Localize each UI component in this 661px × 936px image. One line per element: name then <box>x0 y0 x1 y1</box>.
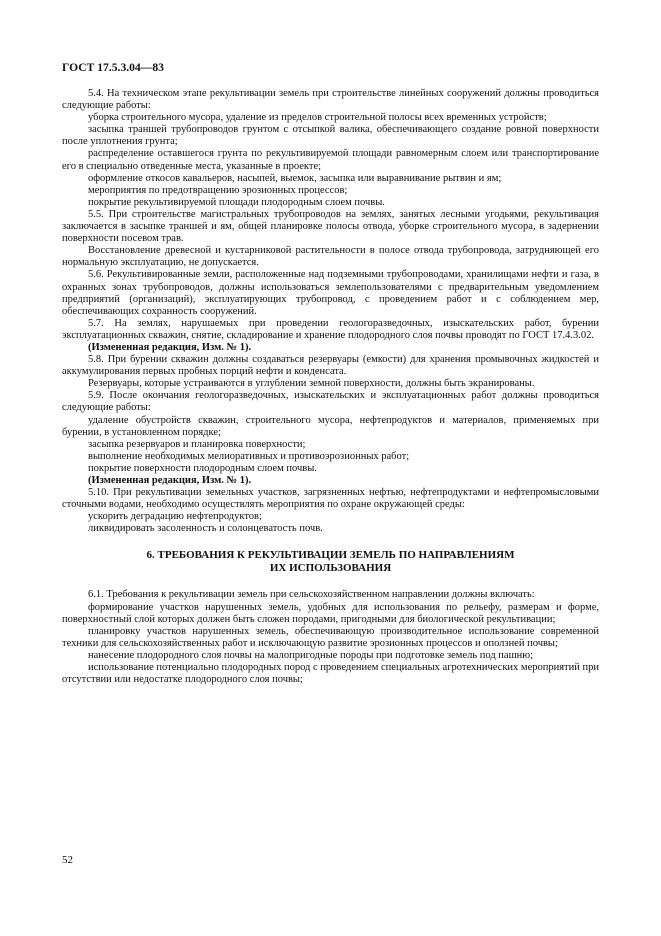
paragraph: выполнение необходимых мелиоративных и противоэрозионных работ; <box>88 450 410 462</box>
document-code-header: ГОСТ 17.5.3.04—83 <box>62 61 164 74</box>
paragraph: ликвидировать засоленность и солонцеватость почв. <box>88 523 323 535</box>
paragraph: использование потенциально плодородных пород с проведением специальных агротехнических мероприятий при отсутствии или недостатке плодородного слоя почвы; <box>62 662 599 686</box>
paragraph: засыпка траншей трубопроводов грунтом с отсыпкой валика, обеспечивающего создание ровной поверхности после уплотнения грунта; <box>62 124 599 148</box>
paragraph: покрытие поверхности плодородным слоем почвы. <box>88 462 317 474</box>
paragraph: ускорить деградацию нефтепродуктов; <box>88 511 262 523</box>
paragraph: Восстановление древесной и кустарниковой растительности в полосе отвода трубопровода, затрудняющей его нормальную эксплуатацию, не допускается. <box>62 245 599 269</box>
paragraph: уборка строительного мусора, удаление из пределов строительной полосы всех временных устройств; <box>88 112 547 124</box>
paragraph: удаление обустройств скважин, строительного мусора, нефтепродуктов и материалов, применяемых при бурении, в установленном порядке; <box>62 414 599 438</box>
paragraph: 5.5. При строительстве магистральных трубопроводов на землях, занятых лесными угодьями, рекультивация заключается в засыпке траншей и ям, общей планировке полосы отвода, уборке строительного мусора, в задернении поверхности посевом трав. <box>62 208 599 245</box>
paragraph: 5.4. На техническом этапе рекультивации земель при строительстве линейных сооружений должны проводиться следующие работы: <box>62 88 599 112</box>
paragraph: 5.6. Рекультивированные земли, расположенные над подземными трубопроводами, хранилищами нефти и газа, в охранных зонах трубопроводов, должны использоваться землепользователями с предварительным уведомлением предприятий (организаций), эксплуатирующих трубопровод, с проведением работ и с соблюдением мер, обеспечивающих сохранность сооружений. <box>62 269 599 317</box>
paragraph: распределение оставшегося грунта по рекультивируемой площади равномерным слоем или транспортирование его в специально отведенные места, указанные в проекте; <box>62 148 599 172</box>
paragraph: 5.9. После окончания геологоразведочных, изыскательских и эксплуатационных работ должны проводиться следующие работы: <box>62 390 599 414</box>
section-heading-line: 6. ТРЕБОВАНИЯ К РЕКУЛЬТИВАЦИИ ЗЕМЕЛЬ ПО НАПРАВЛЕНИЯМ <box>146 549 515 562</box>
paragraph: планировку участков нарушенных земель, обеспечивающую производительное использование современной техники для сельскохозяйственных работ и исключающую развитие эрозионных процессов и оползней почвы; <box>62 625 599 649</box>
paragraph: 5.10. При рекультивации земельных участков, загрязненных нефтью, нефтепродуктами и нефтепромысловыми сточными водами, необходимо осуществлять мероприятия по охране окружающей среды: <box>62 487 599 511</box>
document-body <box>62 88 599 686</box>
paragraph: засыпка резервуаров и планировка поверхности; <box>88 438 306 450</box>
paragraph: оформление откосов кавальеров, насыпей, выемок, засыпка или выравнивание рытвин и ям; <box>88 172 502 184</box>
section-heading-line: ИХ ИСПОЛЬЗОВАНИЯ <box>269 562 392 575</box>
section-heading <box>62 549 599 575</box>
paragraph: покрытие рекультивируемой площади плодородным слоем почвы. <box>88 196 385 208</box>
paragraph: формирование участков нарушенных земель, удобных для использования по рельефу, размерам и форме, поверхностный слой которых должен быть сложен породами, пригодными для биологической рекультивации; <box>62 601 599 625</box>
paragraph: мероприятия по предотвращению эрозионных процессов; <box>88 184 348 196</box>
amendment-note: (Измененная редакция, Изм. № 1). <box>88 341 252 353</box>
page-number: 52 <box>62 854 73 866</box>
paragraph: Резервуары, которые устраиваются в углублении земной поверхности, должны быть экранированы. <box>88 378 535 390</box>
paragraph: 6.1. Требования к рекультивации земель при сельскохозяйственном направлении должны включать: <box>88 589 535 601</box>
paragraph: 5.8. При бурении скважин должны создаваться резервуары (емкости) для хранения промывочных жидкостей и аккумулирования первых пробных порций нефти и конденсата. <box>62 354 599 378</box>
paragraph: нанесение плодородного слоя почвы на малопригодные породы при подготовке земель под пашню; <box>88 649 534 661</box>
paragraph: 5.7. На землях, нарушаемых при проведении геологоразведочных, изыскательских работ, бурении эксплуатационных скважин, снятие, складирование и хранение плодородного слоя почвы проводят по ГОСТ 17.4.3.02. <box>62 317 599 341</box>
amendment-note: (Измененная редакция, Изм. № 1). <box>88 475 252 486</box>
